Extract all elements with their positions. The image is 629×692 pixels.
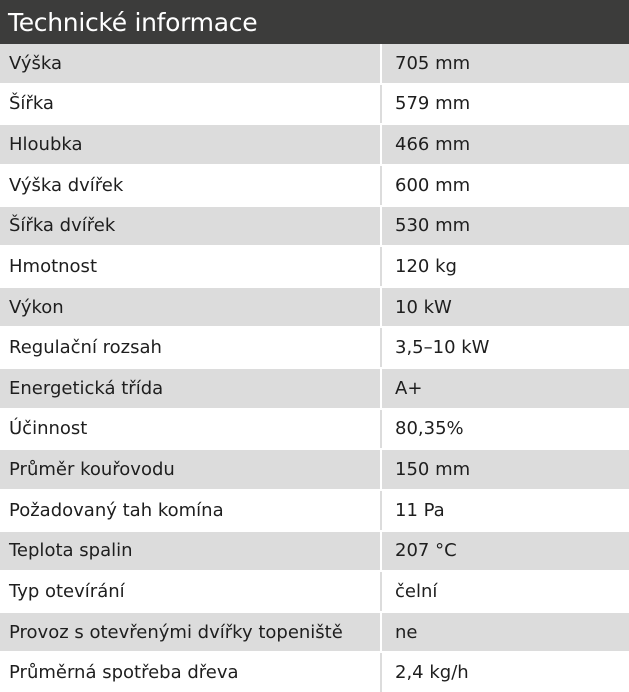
table-row [0,328,629,369]
spec-label: Průměr kouřovodu [0,450,382,489]
spec-value: 207 °C [395,540,457,562]
spec-value: 80,35% [395,418,464,440]
spec-value: 150 mm [395,459,471,481]
spec-value: 120 kg [395,255,457,277]
table-row [0,207,629,248]
spec-rows [0,44,629,692]
spec-label: Provoz s otevřenými dvířky topeniště [0,613,382,652]
spec-value: 530 mm [395,215,471,237]
spec-label: Požadovaný tah komína [0,491,382,530]
spec-label: Typ otevírání [0,572,382,611]
table-row [0,532,629,573]
table-row [0,613,629,654]
table-row [0,288,629,329]
table-row [0,369,629,410]
spec-label: Šířka [0,85,382,124]
table-row [0,572,629,613]
table-row [0,125,629,166]
spec-label: Hmotnost [0,247,382,286]
spec-value: A+ [395,377,423,399]
table-row [0,410,629,451]
spec-value: 600 mm [395,174,471,196]
spec-value: 10 kW [395,296,452,318]
spec-label: Teplota spalin [0,532,382,571]
spec-label: Hloubka [0,125,382,164]
spec-label: Výkon [0,288,382,327]
spec-label: Šířka dvířek [0,207,382,246]
spec-value: 3,5–10 kW [395,337,490,359]
spec-value: 705 mm [395,52,471,74]
spec-label: Výška dvířek [0,166,382,205]
spec-label: Regulační rozsah [0,328,382,367]
spec-label: Energetická třída [0,369,382,408]
table-row [0,653,629,692]
spec-value: 466 mm [395,134,471,156]
table-row [0,491,629,532]
spec-value: 2,4 kg/h [395,662,469,684]
table-row [0,247,629,288]
spec-value: 579 mm [395,93,471,115]
table-row [0,166,629,207]
table-title: Technické informace [0,0,629,44]
spec-value: čelní [395,580,438,602]
table-row [0,85,629,126]
spec-label: Účinnost [0,410,382,449]
table-row [0,44,629,85]
spec-label: Průměrná spotřeba dřeva [0,653,382,692]
table-row [0,450,629,491]
spec-value: ne [395,621,418,643]
spec-value: 11 Pa [395,499,445,521]
spec-label: Výška [0,44,382,83]
